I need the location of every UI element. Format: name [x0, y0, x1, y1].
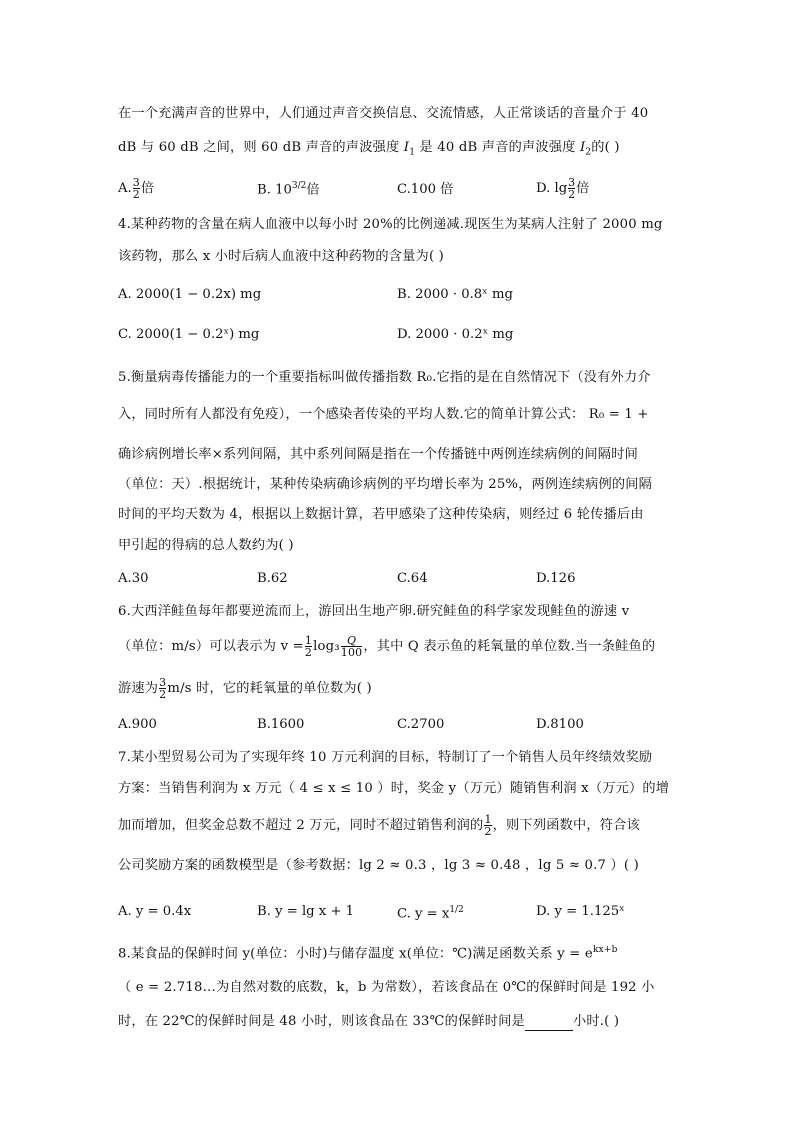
q3-line-2: dB 与 60 dB 之间，则 60 dB 声音的声波强度 $I_1$ 是 40 dB 声音的声波强度 $I_2$的( ): [118, 140, 620, 158]
answer-blank: [525, 1018, 573, 1031]
q5-line-1: 5.衡量病毒传播能力的一个重要指标叫做传播指数 R₀.它指的是在自然情况下（没有外力介: [118, 370, 651, 385]
q6-line-2: （单位：m/s）可以表示为 v = $\frac{1}{2}$ log₃ $\frac{Q}{100}$ ，其中 Q 表示鱼的耗氧量的单位数.当一条鲑鱼的: [118, 634, 656, 659]
q7-line-1: 7.某小型贸易公司为了实现年终 10 万元利润的目标，特制订了一个销售人员年终绩效奖励: [118, 750, 653, 765]
q5-option-b: B.62: [257, 571, 288, 586]
q6-line-1: 6.大西洋鲑鱼每年都要逆流而上，游回出生地产卵.研究鲑鱼的科学家发现鲑鱼的游速 v: [118, 604, 630, 619]
q7-line-2: 方案：当销售利润为 x 万元（ 4 ≤ x ≤ 10 ）时，奖金 y（万元）随销售利润 x（万元）的增: [118, 781, 670, 796]
q5-option-a: A.30: [118, 571, 149, 586]
q8-line-1: 8.某食品的保鲜时间 y(单位：小时)与储存温度 x(单位：℃)满足函数关系 $y = e^{kx+b}$: [118, 945, 618, 962]
q5-line-3: 确诊病例增长率×系列间隔，其中系列间隔是指在一个传播链中两例连续病例的间隔时间: [118, 447, 638, 462]
q4-option-a: A. 2000(1 − 0.2x) mg: [118, 287, 262, 302]
q3-option-d: D. lg $\frac{3}{2}$ 倍: [536, 176, 590, 201]
q7-option-a: A. y = 0.4x: [118, 904, 192, 919]
q7-option-c: C. $y = x^{1/2}$: [397, 905, 464, 922]
q5-line-2: 入，同时所有人都没有免疫），一个感染者传染的平均人数.它的简单计算公式： R₀ = 1 +: [118, 407, 649, 422]
q7-option-b: B. y = lg x + 1: [257, 904, 355, 919]
q8-line-2: （ e = 2.718…为自然对数的底数，k，b 为常数），若该食品在 0℃的保鲜时间是 192 小: [118, 980, 655, 995]
q5-line-5: 时间的平均天数为 4，根据以上数据计算，若甲感染了这种传染病，则经过 6 轮传播后由: [118, 507, 644, 522]
q8-line-3: 时，在 22℃的保鲜时间是 48 小时，则该食品在 33℃的保鲜时间是 小时.( ): [118, 1014, 620, 1029]
q4-option-b: B. 2000 · 0.8ˣ mg: [397, 287, 513, 302]
q7-line-4: 公司奖励方案的函数模型是（参考数据：lg 2 ≈ 0.3 ，lg 3 ≈ 0.48 ，lg 5 ≈ 0.7 ）( ): [118, 858, 639, 873]
q5-option-c: C.64: [397, 571, 428, 586]
q5-line-6: 甲引起的得病的总人数约为( ): [118, 538, 294, 553]
q7-option-d: D. y = 1.125ˣ: [536, 904, 625, 919]
q6-option-a: A.900: [118, 717, 157, 732]
q7-line-3: 加而增加，但奖金总数不超过 2 万元，同时不超过销售利润的 $\frac{1}{2}$ ，则下列函数中，符合该: [118, 813, 640, 838]
q3-option-c: C.100 倍: [397, 182, 454, 197]
q6-option-d: D.8100: [536, 717, 584, 732]
q4-line-1: 4.某种药物的含量在病人血液中以每小时 20%的比例递减.现医生为某病人注射了 2000 mg: [118, 217, 663, 232]
q5-option-d: D.126: [536, 571, 576, 586]
q4-option-c: C. 2000(1 − 0.2ˣ) mg: [118, 327, 260, 342]
q4-line-2: 该药物，那么 x 小时后病人血液中这种药物的含量为( ): [118, 249, 445, 264]
q6-option-b: B.1600: [257, 717, 305, 732]
q4-option-d: D. 2000 · 0.2ˣ mg: [397, 327, 514, 342]
q3-line-1: 在一个充满声音的世界中，人们通过声音交换信息、交流情感，人正常谈话的音量介于 40: [118, 106, 649, 121]
q3-option-a: A. $\frac{3}{2}$ 倍: [118, 176, 154, 201]
q6-option-c: C.2700: [397, 717, 445, 732]
q6-line-3: 游速为 $\frac{3}{2}$ m/s 时，它的耗氧量的单位数为( ): [118, 676, 372, 701]
q3-option-b: B. $10^{3/2}$倍: [257, 181, 320, 198]
q5-line-4: （单位：天）.根据统计，某种传染病确诊病例的平均增长率为 25%，两例连续病例的间隔: [118, 477, 653, 492]
